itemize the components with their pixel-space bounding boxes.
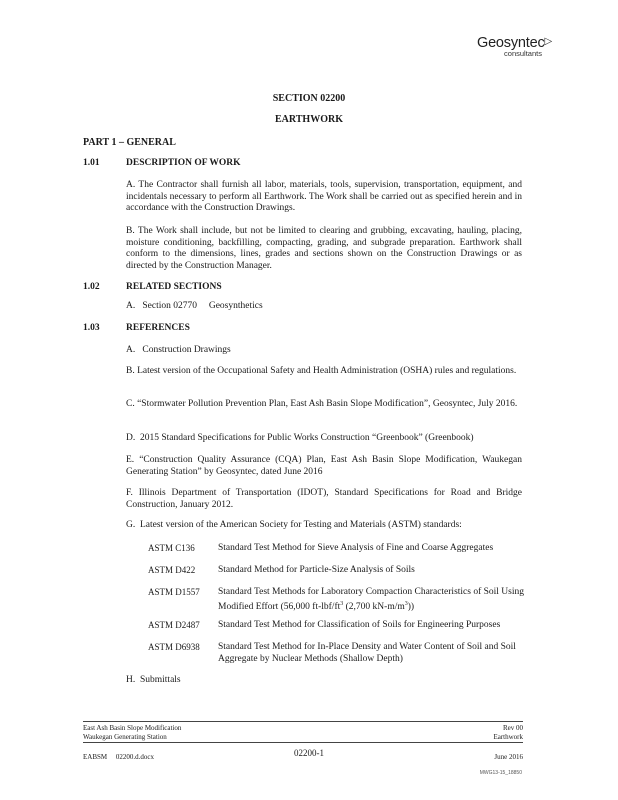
document-control-code: MWG13-15_18850 (479, 770, 522, 776)
astm-title: Standard Test Method for In-Place Density and Water Content of Soil and Soil Aggregate by Nuclear Methods (Shallow Depth) (218, 642, 516, 664)
astm-title: Standard Test Methods for Laboratory Compaction Characteristics of Soil Using Modified Effort (56,000 $ft-lbf/ft^3$ (2,700 $kN-m/m^3$)) (218, 587, 525, 612)
reference-d: D. 2015 Standard Specifications for Public Works Construction “Greenbook” (Greenbook) (126, 433, 474, 443)
article-title-related-sections: RELATED SECTIONS (126, 282, 222, 292)
astm-title: Standard Method for Particle-Size Analysis of Soils (218, 565, 415, 575)
astm-title: Standard Test Method for Classification of Soils for Engineering Purposes (218, 620, 501, 630)
footer-section-name: Earthwork (493, 733, 523, 741)
astm-code: ASTM D6938 (148, 642, 200, 652)
section-label: SECTION 02200 (272, 93, 346, 104)
section-title: EARTHWORK (275, 114, 343, 125)
article-number-1-03: 1.03 (83, 323, 100, 333)
description-paragraph-a: A. The Contractor shall furnish all labor, materials, tools, supervision, transportation, equipment, and incidentals necessary to perform all Earthwork. The Work shall be carried out as specified herein and in accordance with the Construction Drawings. (126, 180, 522, 213)
part-heading: PART 1 – GENERAL (83, 137, 176, 148)
footer-date: June 2016 (494, 753, 523, 761)
footer-divider (83, 721, 523, 722)
footer-project: East Ash Basin Slope Modification (83, 724, 182, 732)
article-number-1-02: 1.02 (83, 282, 100, 292)
footer-divider (83, 742, 523, 743)
reference-b: B. Latest version of the Occupational Safety and Health Administration (OSHA) rules and regulations. (126, 366, 517, 376)
reference-a: A. Construction Drawings (126, 345, 231, 355)
astm-code: ASTM D422 (148, 565, 196, 575)
article-number-1-01: 1.01 (83, 158, 100, 168)
logo-name: Geosyntec (476, 35, 545, 51)
reference-f: F. Illinois Department of Transportation (IDOT), Standard Specifications for Road and Bridge Construction, January 2012. (126, 488, 522, 510)
related-section-item: A. Section 02770 Geosynthetics (126, 301, 263, 311)
logo-arrow-icon: ▷ (544, 36, 552, 47)
footer-filename: EABSM 02200.d.docx (83, 753, 154, 761)
reference-g: G. Latest version of the American Society for Testing and Materials (ASTM) standards: (126, 520, 462, 530)
reference-c: C. “Stormwater Pollution Prevention Plan, East Ash Basin Slope Modification”, Geosyntec, July 2016. (126, 399, 518, 409)
article-title-description: DESCRIPTION OF WORK (126, 158, 241, 168)
footer-site: Waukegan Generating Station (83, 733, 167, 741)
logo-subtitle: consultants (504, 49, 542, 58)
astm-title: Standard Test Method for Sieve Analysis of Fine and Coarse Aggregates (218, 543, 494, 553)
reference-e: E. “Construction Quality Assurance (CQA) Plan, East Ash Basin Slope Modification, Waukegan Generating Station” by Geosyntec, dated June 2016 (126, 455, 522, 477)
astm-code: ASTM D1557 (148, 587, 200, 597)
description-paragraph-b: B. The Work shall include, but not be limited to clearing and grubbing, excavating, hauling, placing, moisture conditioning, backfilling, compacting, grading, and subgrade preparation. Earthwork shall conform to the dimensions, lines, grades and sections shown on the Construction Drawings or as directed by the Construction Manager. (126, 226, 522, 271)
geosyntec-logo (477, 35, 552, 58)
reference-h: H. Submittals (126, 675, 181, 685)
footer-revision: Rev 00 (502, 724, 523, 732)
astm-code: ASTM D2487 (148, 620, 200, 630)
page-number: 02200-1 (294, 748, 324, 758)
astm-code: ASTM C136 (148, 543, 195, 553)
article-title-references: REFERENCES (126, 323, 190, 333)
